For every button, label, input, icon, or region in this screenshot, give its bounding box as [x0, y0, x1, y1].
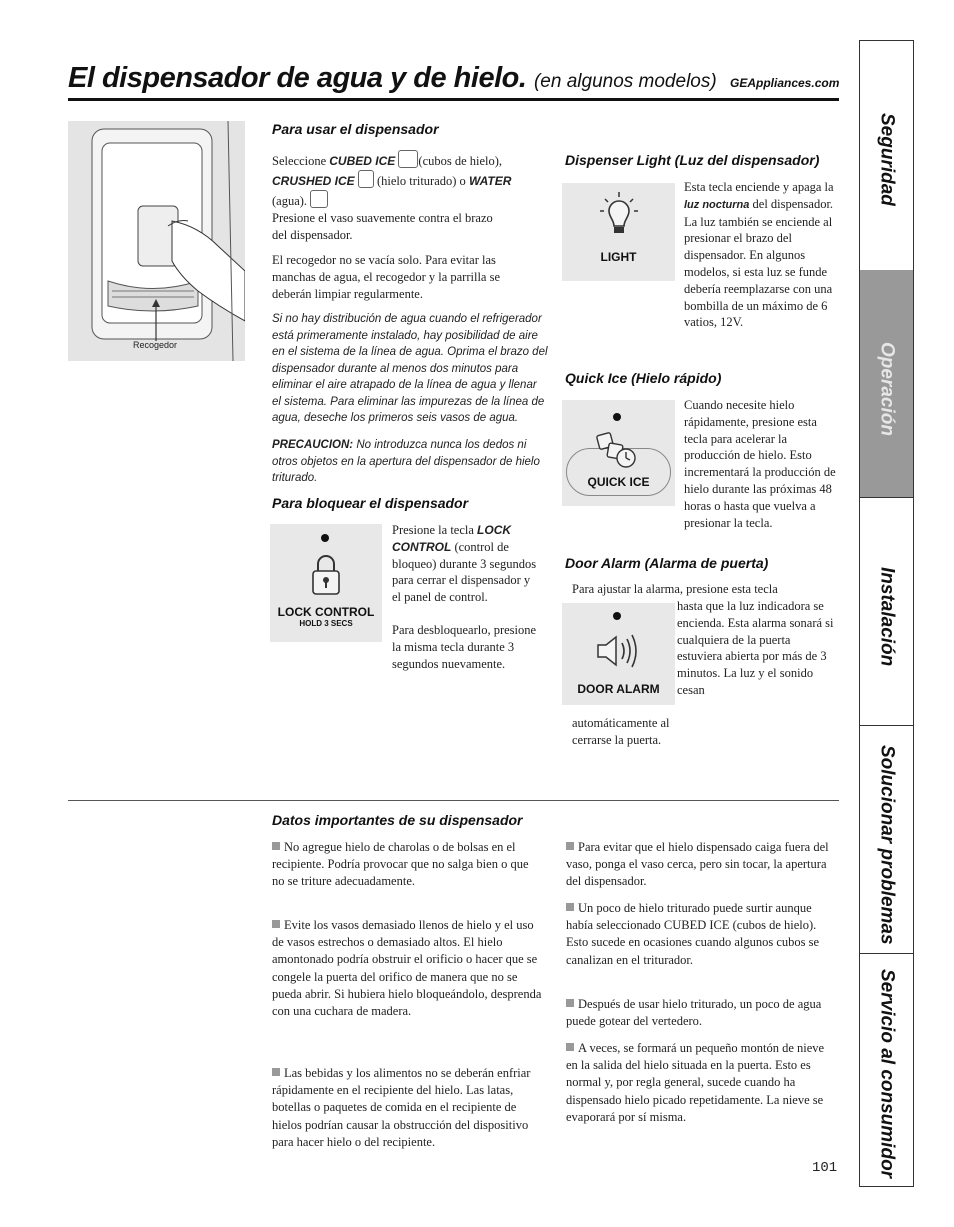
use-p3: El recogedor no se vacía solo. Para evitar las manchas de agua, el recogedor y la parrilla se deberán limpiar regularmente. [272, 253, 501, 301]
page-number: 101 [812, 1160, 838, 1176]
lock-indicator-dot [321, 534, 329, 542]
alarm-line1: Para ajustar la alarma, presione esta tecla [572, 582, 778, 596]
caution-label: PRECAUCION: [272, 439, 354, 451]
tab-label: Instalación [876, 567, 898, 667]
quick-ice-icon [594, 428, 642, 470]
tab-operacion[interactable] [860, 270, 913, 498]
use-p4: Si no hay distribución de agua cuando el refrigerador está primeramente instalado, hay posibilidad de aire en el sistema de la línea de agua. Oprima el brazo del dispensador durante al menos dos minutos para eliminar el aire atrapado de la línea de agua y llenar el sistema. Para eliminar las impurezas de la línea de agua, deseche los primeros seis vasos de agua. [272, 313, 548, 424]
fact-text: Para evitar que el hielo dispensado caiga fuera del vaso, ponga el vaso cerca, pero sin tocar, la apertura del dispensador. [566, 840, 829, 889]
bullet-square [272, 842, 280, 850]
water-icon [310, 190, 328, 208]
caution-text: No introduzca nunca los dedos ni otros objetos en la apertura del dispensador de hielo triturado. [272, 439, 540, 484]
bullet-square [272, 920, 280, 928]
light-text [684, 179, 834, 331]
light-label: LIGHT [600, 250, 637, 264]
fact-text: Las bebidas y los alimentos no se deberán enfriar rápidamente en el recipiente del hielo. Las latas, botellas o paquetes de comida en el recipiente de hielos podrían causar la obstrucción del dispositivo para hacer hielo o del recipiente. [272, 1066, 531, 1149]
light-heading: Dispenser Light (Luz del dispensador) [565, 152, 820, 168]
fact-left-1 [272, 839, 538, 891]
lock-heading: Para bloquear el dispensador [272, 495, 469, 511]
lock-text-post: (control de bloqueo) durante 3 segundos para cerrar el dispensador y el panel de control. [392, 539, 537, 605]
use-select-text [272, 150, 542, 209]
website-label: GEAppliances.com [730, 76, 840, 90]
quick-ice-panel [562, 400, 675, 506]
fact-right-3 [566, 996, 832, 1030]
fact-text: Evite los vasos demasiado llenos de hielo y el uso de vasos estrechos o demasiado altos. El hielo amontonado podría obstruir el orificio o hacer que se congele la puerta del orifico de manera que no se pueda abrir. Si hubiera hielo bloqueándolo, desprenda con una cuchara de madera. [272, 918, 542, 1019]
fact-right-1 [566, 839, 832, 891]
title-main: El dispensador de agua y de hielo. [68, 62, 527, 94]
crushed-after: (hielo triturado) o [376, 173, 469, 188]
quick-text: Cuando necesite hielo rápidamente, presione esta tecla para acelerar la producción de hielo. Esto incrementará la producción de hielo durante las próximas 48 horas o hasta que vuelva a presionar la tecla. [684, 398, 836, 530]
tab-seguridad[interactable] [860, 41, 913, 271]
title-subtitle: (en algunos modelos) [533, 71, 717, 92]
alarm-text: hasta que la luz indicadora se encienda. Esta alarma sonará si cualquiera de la puerta estuviera abierta por más de 3 minutos. La luz y el sonido cesan [677, 599, 834, 697]
dispenser-drawing [68, 121, 245, 361]
bullet-square [566, 842, 574, 850]
tab-label: Seguridad [876, 113, 898, 206]
crushed-ice-key: CRUSHED ICE [272, 173, 355, 188]
facts-heading: Datos importantes de su dispensador [272, 812, 523, 828]
lock-text-2: Para desbloquearlo, presione la misma tecla durante 3 segundos nuevamente. [392, 623, 537, 671]
cubed-after: (cubos de hielo), [418, 154, 503, 168]
light-panel [562, 183, 675, 281]
lock-control-panel [270, 524, 382, 642]
section-divider [68, 800, 839, 801]
alarm-line-end: automáticamente al cerrarse la puerta. [572, 716, 670, 747]
recogedor-caption: Recogedor [133, 340, 178, 350]
lock-text-pre: Presione la tecla [392, 523, 478, 537]
tab-servicio-al-consumidor[interactable] [860, 953, 913, 1186]
fact-text: Un poco de hielo triturado puede surtir aunque había seleccionado CUBED ICE (cubos de hielo). Esto sucede en ocasiones cuando algunos cubos se canalizan en el triturador. [566, 901, 820, 967]
dispenser-illustration [68, 121, 245, 361]
fact-text: No agregue hielo de charolas o de bolsas en el recipiente. Podría provocar que no salga bien o que no se triture adecuadamente. [272, 840, 529, 889]
door-alarm-panel [562, 603, 675, 705]
light-bulb-icon [598, 191, 640, 243]
quick-indicator-dot [613, 413, 621, 421]
fact-right-4 [566, 1040, 834, 1126]
tab-label: Servicio al consumidor [876, 969, 898, 1179]
alarm-heading: Door Alarm (Alarma de puerta) [565, 555, 769, 571]
cubed-ice-key: CUBED ICE [329, 154, 396, 168]
lock-icon [310, 553, 342, 597]
bullet-square [272, 1068, 280, 1076]
quick-heading: Quick Ice (Hielo rápido) [565, 370, 722, 386]
bullet-square [566, 999, 574, 1007]
use-caution [272, 437, 542, 487]
fact-left-3 [272, 1065, 546, 1151]
water-after: (agua). [272, 193, 308, 208]
lock-key: LOCK CONTROL [392, 523, 512, 554]
door-alarm-label: DOOR ALARM [577, 682, 660, 696]
crushed-ice-icon [358, 170, 374, 188]
bullet-square [566, 1043, 574, 1051]
use-p2: Presione el vaso suavemente contra el brazo del dispensador. [272, 211, 493, 242]
page-title [68, 62, 717, 95]
select-pre: Seleccione [272, 154, 330, 168]
alarm-indicator-dot [613, 612, 621, 620]
fact-text: Después de usar hielo triturado, un poco de agua puede gotear del vertedero. [566, 997, 822, 1029]
light-key: luz nocturna [684, 198, 750, 211]
water-key: WATER [468, 173, 512, 188]
tab-solucionar-problemas[interactable] [860, 725, 913, 954]
tab-label: Solucionar problemas [876, 745, 898, 945]
lock-text [392, 522, 542, 606]
speaker-icon [594, 629, 644, 673]
header-rule [68, 98, 839, 101]
lock-control-label: LOCK CONTROL [277, 605, 375, 619]
fact-left-2 [272, 917, 544, 1020]
section-tabs [859, 40, 914, 1187]
cubed-ice-icon [398, 150, 418, 168]
hold-3-secs-label: HOLD 3 SECS [299, 619, 353, 628]
quick-ice-label: QUICK ICE [587, 475, 650, 489]
use-heading: Para usar el dispensador [272, 121, 439, 137]
light-text-pre: Esta tecla enciende y apaga la [684, 180, 834, 194]
bullet-square [566, 903, 574, 911]
fact-text: A veces, se formará un pequeño montón de nieve en la salida del hielo situada en la puerta. Esto es normal y, por regla general, sucede cuando ha dispensado hielo picado repetidamente. La nieve se evaporará por sí misma. [566, 1041, 825, 1124]
tab-instalacion[interactable] [860, 497, 913, 726]
tab-label: Operación [876, 342, 898, 436]
light-text-post: del dispensador. La luz también se enciende al presionar el brazo del dispensador. En algunos modelos, si esta luz se funde debería reemplazarse con una bombilla de un máximo de 6 vatios, 12V. [684, 196, 834, 330]
fact-right-2 [566, 900, 832, 969]
